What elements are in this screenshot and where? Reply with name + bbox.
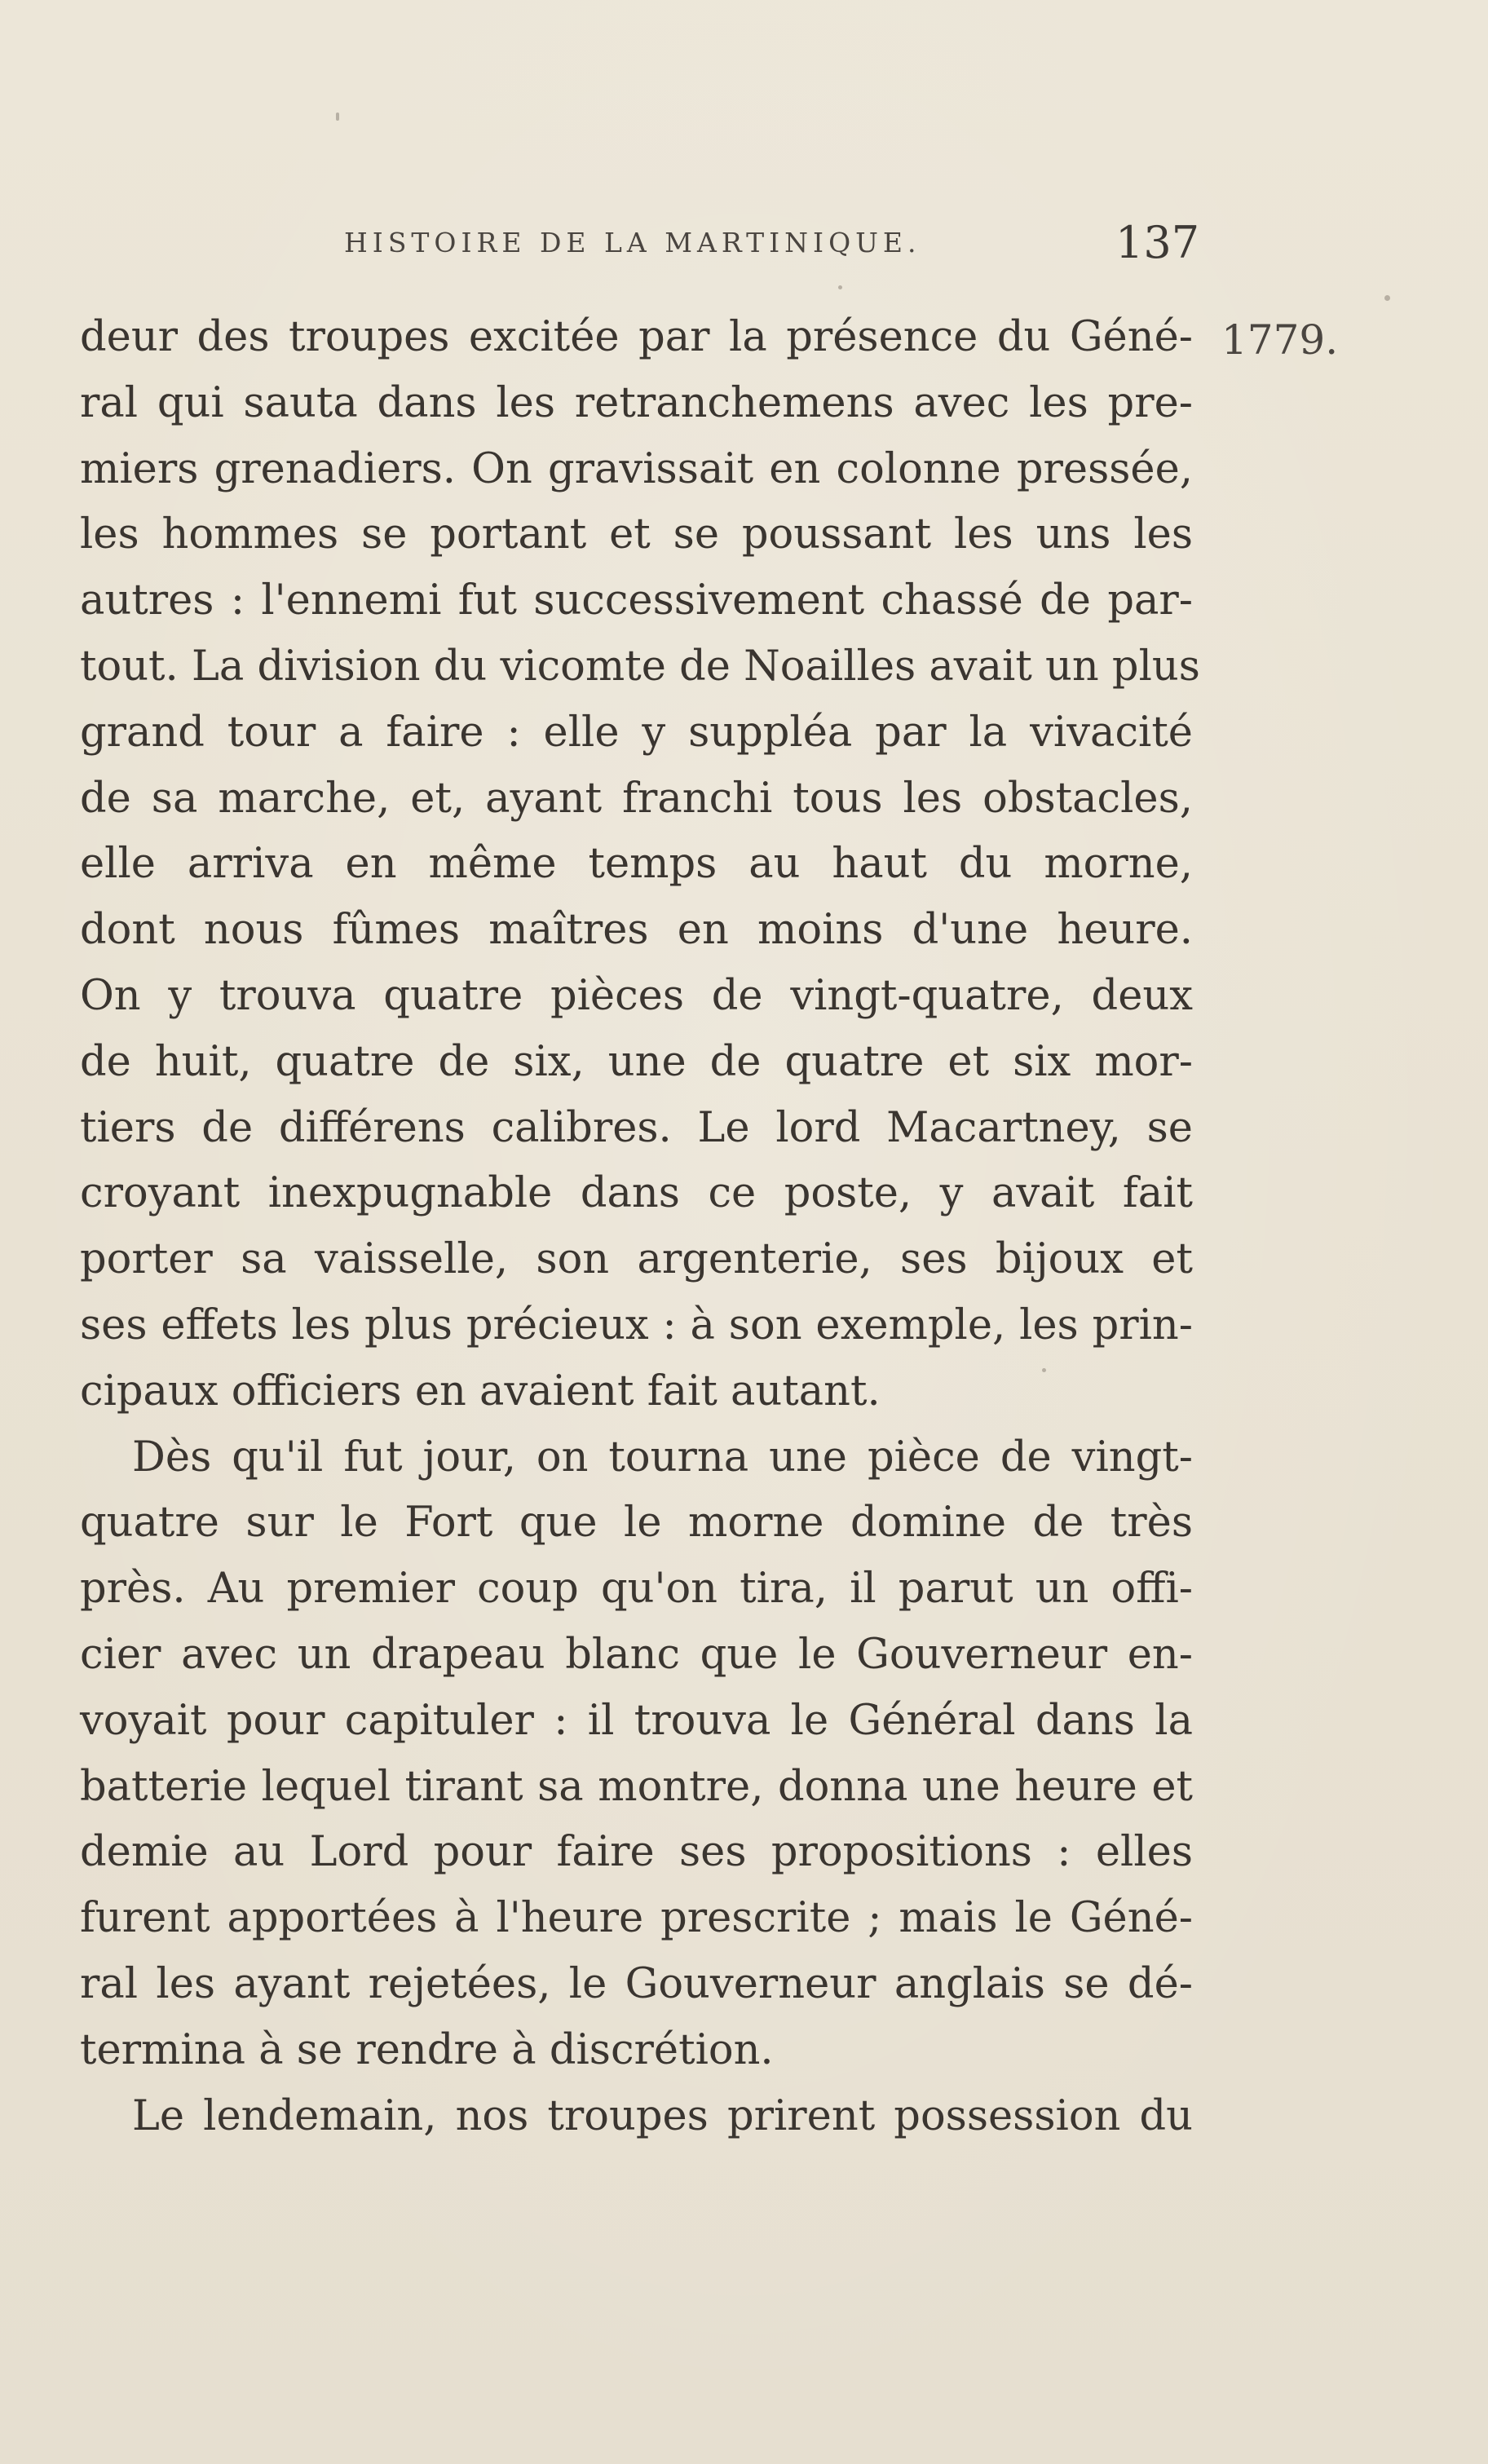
text-line: dont nous fûmes maîtres en moins d'une heure. — [80, 906, 1193, 955]
text-line: de sa marche, et, ayant franchi tous les obstacles, — [80, 774, 1193, 823]
text-line: demie au Lord pour faire ses propositions : elles — [80, 1828, 1193, 1877]
text-line: de huit, quatre de six, une de quatre et six mor- — [80, 1037, 1193, 1086]
text-line: Le lendemain, nos troupes prirent possession du — [132, 2091, 1193, 2140]
text-line: autres : l'ennemi fut successivement chassé de par- — [80, 576, 1193, 625]
text-line: croyant inexpugnable dans ce poste, y avait fait — [80, 1169, 1193, 1218]
text-line: ral les ayant rejetées, le Gouverneur anglais se dé- — [80, 1959, 1193, 2008]
paragraph-3 — [80, 2084, 1193, 2150]
paper-speck — [1042, 1368, 1046, 1372]
paper-speck — [838, 285, 842, 289]
body-text — [80, 305, 1200, 2149]
text-line: batterie lequel tirant sa montre, donna une heure et — [80, 1762, 1193, 1811]
text-line: près. Au premier coup qu'on tira, il parut un offi- — [80, 1565, 1193, 1614]
text-line: les hommes se portant et se poussant les uns les — [80, 510, 1193, 559]
running-head — [0, 0, 1488, 268]
text-line: tiers de différens calibres. Le lord Macartney, se — [80, 1103, 1193, 1152]
paper-speck — [1384, 295, 1390, 301]
text-line: voyait pour capituler : il trouva le Général dans la — [80, 1696, 1193, 1745]
text-line: furent apportées à l'heure prescrite ; mais le Géné- — [80, 1894, 1193, 1943]
running-title: HISTOIRE DE LA MARTINIQUE. — [344, 227, 921, 258]
text-line: elle arriva en même temps au haut du morne, — [80, 840, 1193, 889]
text-line: porter sa vaisselle, son argenterie, ses bijoux et — [80, 1235, 1193, 1284]
text-line: cier avec un drapeau blanc que le Gouverneur en- — [80, 1630, 1193, 1679]
text-line: grand tour a faire : elle y suppléa par la vivacité — [80, 708, 1193, 757]
margin-year-note: 1779. — [1221, 316, 1339, 364]
text-line: miers grenadiers. On gravissait en colonne pressée, — [80, 444, 1193, 493]
paper-speck — [336, 113, 339, 121]
text-line: ses effets les plus précieux : à son exemple, les prin- — [80, 1300, 1193, 1349]
paragraph-2 — [80, 1425, 1193, 2084]
page-number: 137 — [1115, 217, 1200, 268]
text-line: quatre sur le Fort que le morne domine de très — [80, 1499, 1193, 1548]
text-line: ral qui sauta dans les retranchemens avec les pre- — [80, 378, 1193, 427]
text-line: termina à se rendre à discrétion. — [80, 2025, 774, 2074]
text-line: Dès qu'il fut jour, on tourna une pièce de vingt- — [132, 1433, 1193, 1481]
text-line: deur des troupes excitée par la présence du Géné- — [80, 313, 1193, 361]
text-line: cipaux officiers en avaient fait autant. — [80, 1367, 881, 1415]
text-line: On y trouva quatre pièces de vingt-quatre, deux — [80, 971, 1193, 1020]
text-line: tout. La division du vicomte de Noailles avait un plus — [80, 642, 1200, 691]
paragraph-1 — [80, 305, 1200, 1425]
